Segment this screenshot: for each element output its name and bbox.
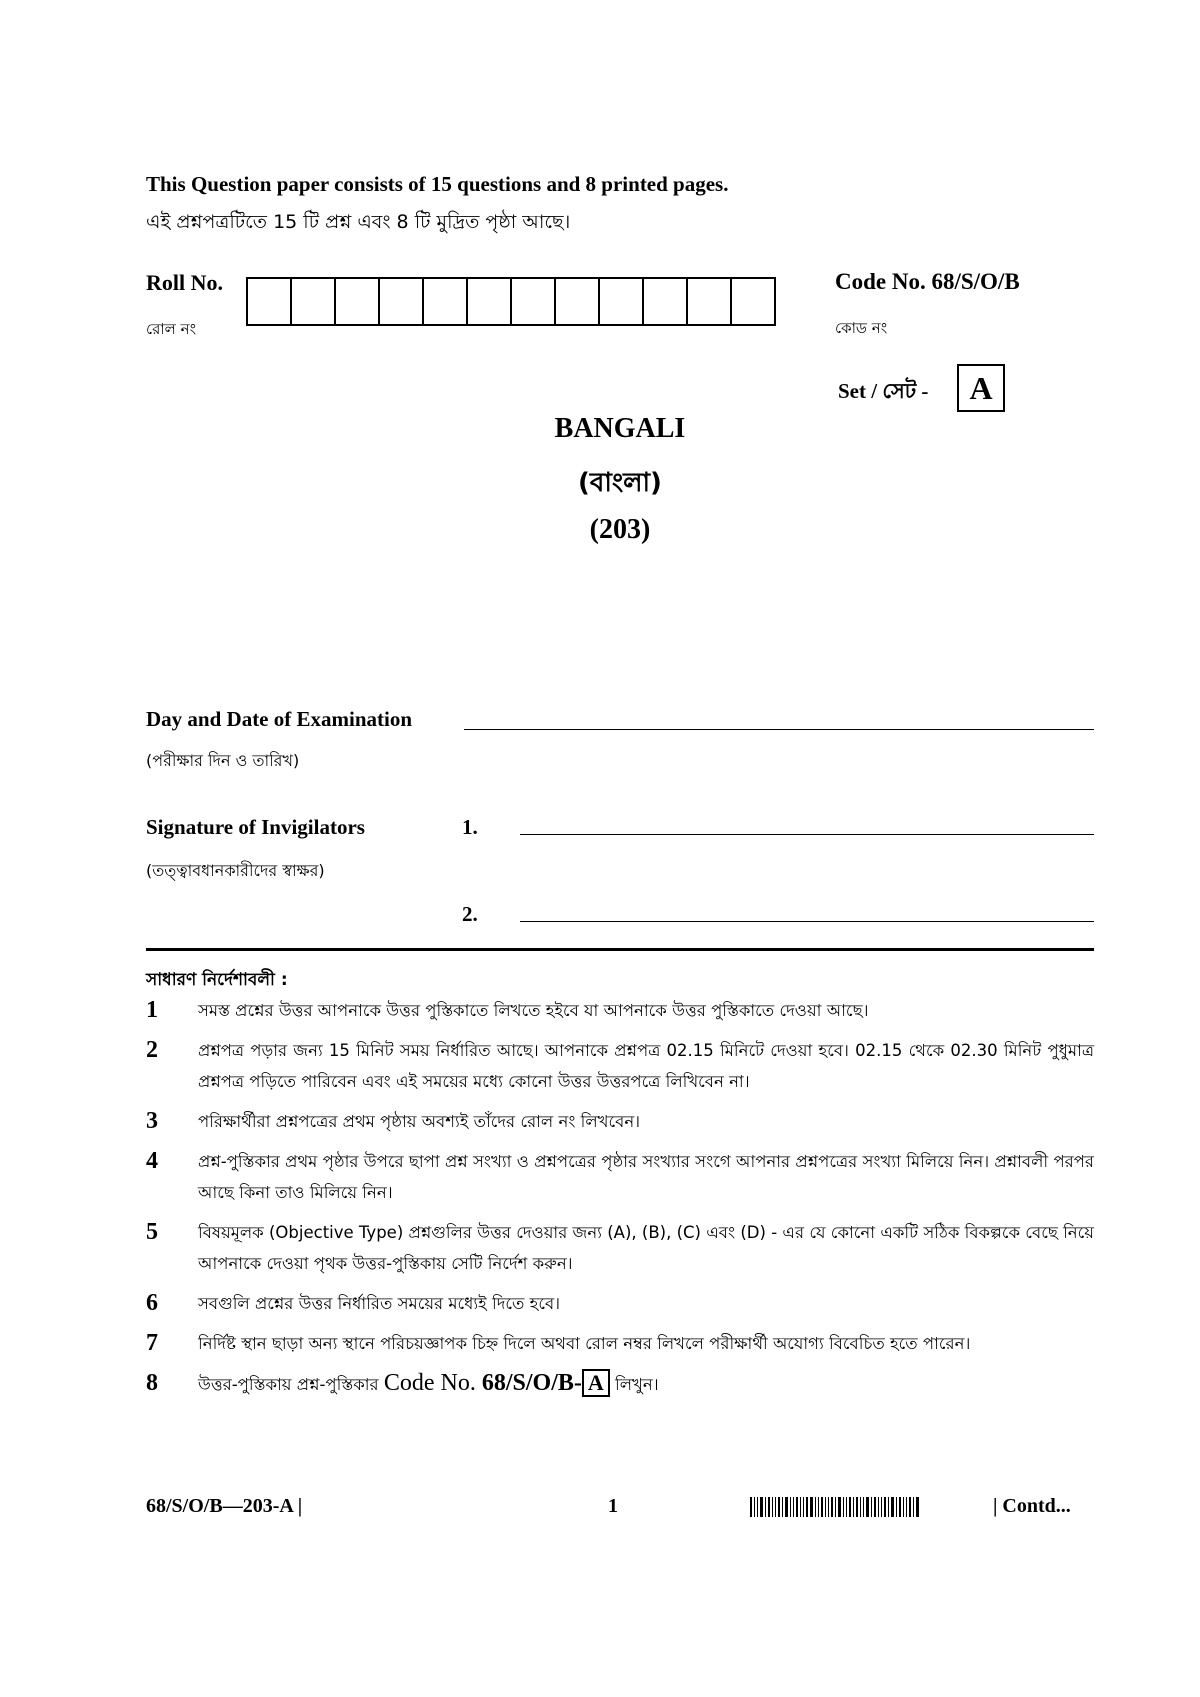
barcode-bar [884,1497,886,1517]
signature-number-1: 1. [462,815,478,839]
barcode-bar [916,1497,919,1517]
signature-number-2: 2. [462,902,478,926]
barcode-bar [849,1497,851,1517]
set-value-box: A [957,364,1005,412]
code-number-bn: কোড নং [835,319,888,337]
barcode-bar [790,1497,791,1517]
barcode-bar [757,1497,758,1517]
instruction-number: 8 [146,1370,158,1396]
barcode-bar [760,1497,763,1517]
instruction-number: 5 [146,1219,158,1245]
barcode-bar [765,1497,766,1517]
barcode-bar [891,1497,894,1517]
subject-code: (203) [589,514,651,545]
instruction-number: 2 [146,1037,158,1063]
question-count-en: This Question paper consists of 15 questions and 8 printed pages. [146,172,729,196]
barcode-bar [856,1497,858,1517]
instruction-text: পরিক্ষার্থীরা প্রশ্নপত্রের প্রথম পৃষ্ঠায় অবশ্যই তাঁদের রোল নং লিখবেন। [198,1112,641,1131]
instruction-number: 1 [146,997,158,1023]
instruction-text: সমস্ত প্রশ্নের উত্তর আপনাকে উত্তর পুস্তিকাতে লিখতে হইবে যা আপনাকে উত্তর পুস্তিকাতে দেওয়া আছে। [198,1001,869,1020]
barcode [750,1497,968,1517]
roll-digit-box[interactable] [468,279,512,324]
code-value-inline: 68/S/O/B- [481,1370,582,1396]
instruction-number: 7 [146,1330,158,1356]
invigilator-signature-label: Signature of Invigilators [146,815,365,839]
roll-number-boxes[interactable] [246,277,776,326]
signature-line-1[interactable] [520,834,1094,835]
barcode-bar [835,1497,836,1517]
instruction-item [146,1035,1094,1097]
barcode-bar [906,1497,907,1517]
barcode-bar [775,1497,776,1517]
question-count-bn: এই প্রশ্নপত্রটিতে 15 টি প্রশ্ন এবং 8 টি মুদ্রিত পৃষ্ঠা আছে। [146,211,571,233]
barcode-bar [913,1497,914,1517]
invigilator-signature-label-bn: (তত্ত্বাবধানকারীদের স্বাক্ষর) [146,861,325,880]
barcode-bar [768,1497,770,1517]
instructions-heading: সাধারণ নির্দেশাবলী : [146,970,288,990]
barcode-bar [843,1497,844,1517]
barcode-bar [899,1497,901,1517]
barcode-bar [750,1497,752,1517]
roll-digit-box[interactable] [380,279,424,324]
roll-digit-box[interactable] [336,279,380,324]
barcode-bar [778,1497,780,1517]
footer-continued: | Contd... [993,1495,1071,1517]
instruction-8-suffix: লিখুন। [615,1375,659,1394]
instruction-text [198,1368,659,1400]
roll-digit-box[interactable] [292,279,336,324]
roll-digit-box[interactable] [424,279,468,324]
roll-digit-box[interactable] [600,279,644,324]
barcode-bar [815,1497,816,1517]
instruction-item [146,995,1094,1026]
barcode-bar [909,1497,911,1517]
roll-digit-box[interactable] [688,279,732,324]
barcode-bar [818,1497,819,1517]
instruction-text: বিষয়মূলক (Objective Type) প্রশ্নগুলির উত্তর দেওয়ার জন্য (A), (B), (C) এবং (D) - এর যে কোনো একটি সঠিক বিকল্পকে বেছে নিয়ে আপনাকে দেওয়া পৃথক উত্তর-পুস্তিকায় সেটি নির্দেশ করুন। [198,1223,1094,1273]
barcode-bar [800,1497,801,1517]
roll-digit-box[interactable] [644,279,688,324]
barcode-bar [782,1497,783,1517]
barcode-bar [866,1497,869,1517]
footer-paper-code: 68/S/O/B—203-A | [146,1495,303,1517]
barcode-bar [785,1497,788,1517]
exam-date-label-bn: (পরীক্ষার দিন ও তারিখ) [146,751,300,770]
barcode-bar [860,1497,861,1517]
barcode-bar [846,1497,847,1517]
section-divider [146,948,1094,951]
barcode-bar [896,1497,897,1517]
exam-date-label: Day and Date of Examination [146,707,413,731]
roll-digit-box[interactable] [248,279,292,324]
instruction-text: নির্দিষ্ট স্থান ছাড়া অন্য স্থানে পরিচয়জ্ঞাপক চিহ্ন দিলে অথবা রোল নম্বর লিখলে পরীক্ষার্থী অযোগ্য বিবেচিত হতে পারেন। [198,1334,971,1353]
barcode-bar [888,1497,889,1517]
barcode-bar [821,1497,823,1517]
instruction-number: 4 [146,1148,158,1174]
signature-line-2[interactable] [520,921,1094,922]
instruction-item [146,1217,1094,1279]
instruction-8-code [384,1370,582,1396]
instruction-item [146,1106,1094,1137]
instruction-item [146,1368,1094,1400]
instruction-number: 6 [146,1290,158,1316]
barcode-bar [806,1497,808,1517]
barcode-bar [831,1497,833,1517]
barcode-bar [863,1497,864,1517]
barcode-bar [828,1497,829,1517]
roll-label: Roll No. [146,270,223,295]
barcode-bar [881,1497,882,1517]
code-number: Code No. 68/S/O/B [835,269,1020,294]
barcode-bar [793,1497,794,1517]
set-inline-box: A [582,1369,610,1397]
barcode-bar [853,1497,854,1517]
instruction-number: 3 [146,1108,158,1134]
code-label-inline: Code No. [383,1370,476,1396]
instruction-8-prefix: উত্তর-পুস্তিকায় প্রশ্ন-পুস্তিকার [198,1375,379,1394]
roll-digit-box[interactable] [512,279,556,324]
barcode-bar [903,1497,904,1517]
barcode-bar [825,1497,826,1517]
roll-digit-box[interactable] [732,279,774,324]
exam-date-line[interactable] [464,729,1094,730]
barcode-bar [803,1497,804,1517]
set-label: Set / সেট - [838,379,929,403]
instruction-item [146,1146,1094,1208]
instruction-item [146,1328,1094,1359]
subject-title: BANGALI [554,413,686,444]
roll-digit-box[interactable] [556,279,600,324]
subject-title-bn: (বাংলা) [578,468,662,498]
instruction-text: সবগুলি প্রশ্নের উত্তর নির্ধারিত সময়ের মধ্যেই দিতে হবে। [198,1294,561,1313]
barcode-bar [772,1497,773,1517]
instruction-text: প্রশ্ন-পুস্তিকার প্রথম পৃষ্ঠার উপরে ছাপা প্রশ্ন সংখ্যা ও প্রশ্নপত্রের পৃষ্ঠার সংখ্যার সংগে আপনার প্রশ্নপত্রের সংখ্যা মিলিয়ে নিন। প্রশ্নাবলী পরপর আছে কিনা তাও মিলিয়ে নিন। [198,1152,1094,1202]
roll-label-bn: রোল নং [146,320,197,338]
barcode-bar [754,1497,755,1517]
barcode-bar [878,1497,879,1517]
footer-page-number: 1 [608,1495,618,1517]
instruction-item [146,1288,1094,1319]
instruction-text: প্রশ্নপত্র পড়ার জন্য 15 মিনিট সময় নির্ধারিত আছে। আপনাকে প্রশ্নপত্র 02.15 মিনিটে দেওয়া হবে। 02.15 থেকে 02.30 মিনিট পুধুমাত্র প্রশ্নপত্র পড়িতে পারিবেন এবং এই সময়ের মধ্যে কোনো উত্তর উত্তরপত্রে লিখিবেন না। [198,1041,1094,1091]
barcode-bar [796,1497,798,1517]
barcode-bar [874,1497,876,1517]
barcode-bar [810,1497,813,1517]
barcode-bar [871,1497,872,1517]
instructions-list [146,995,1094,1409]
barcode-bar [838,1497,841,1517]
